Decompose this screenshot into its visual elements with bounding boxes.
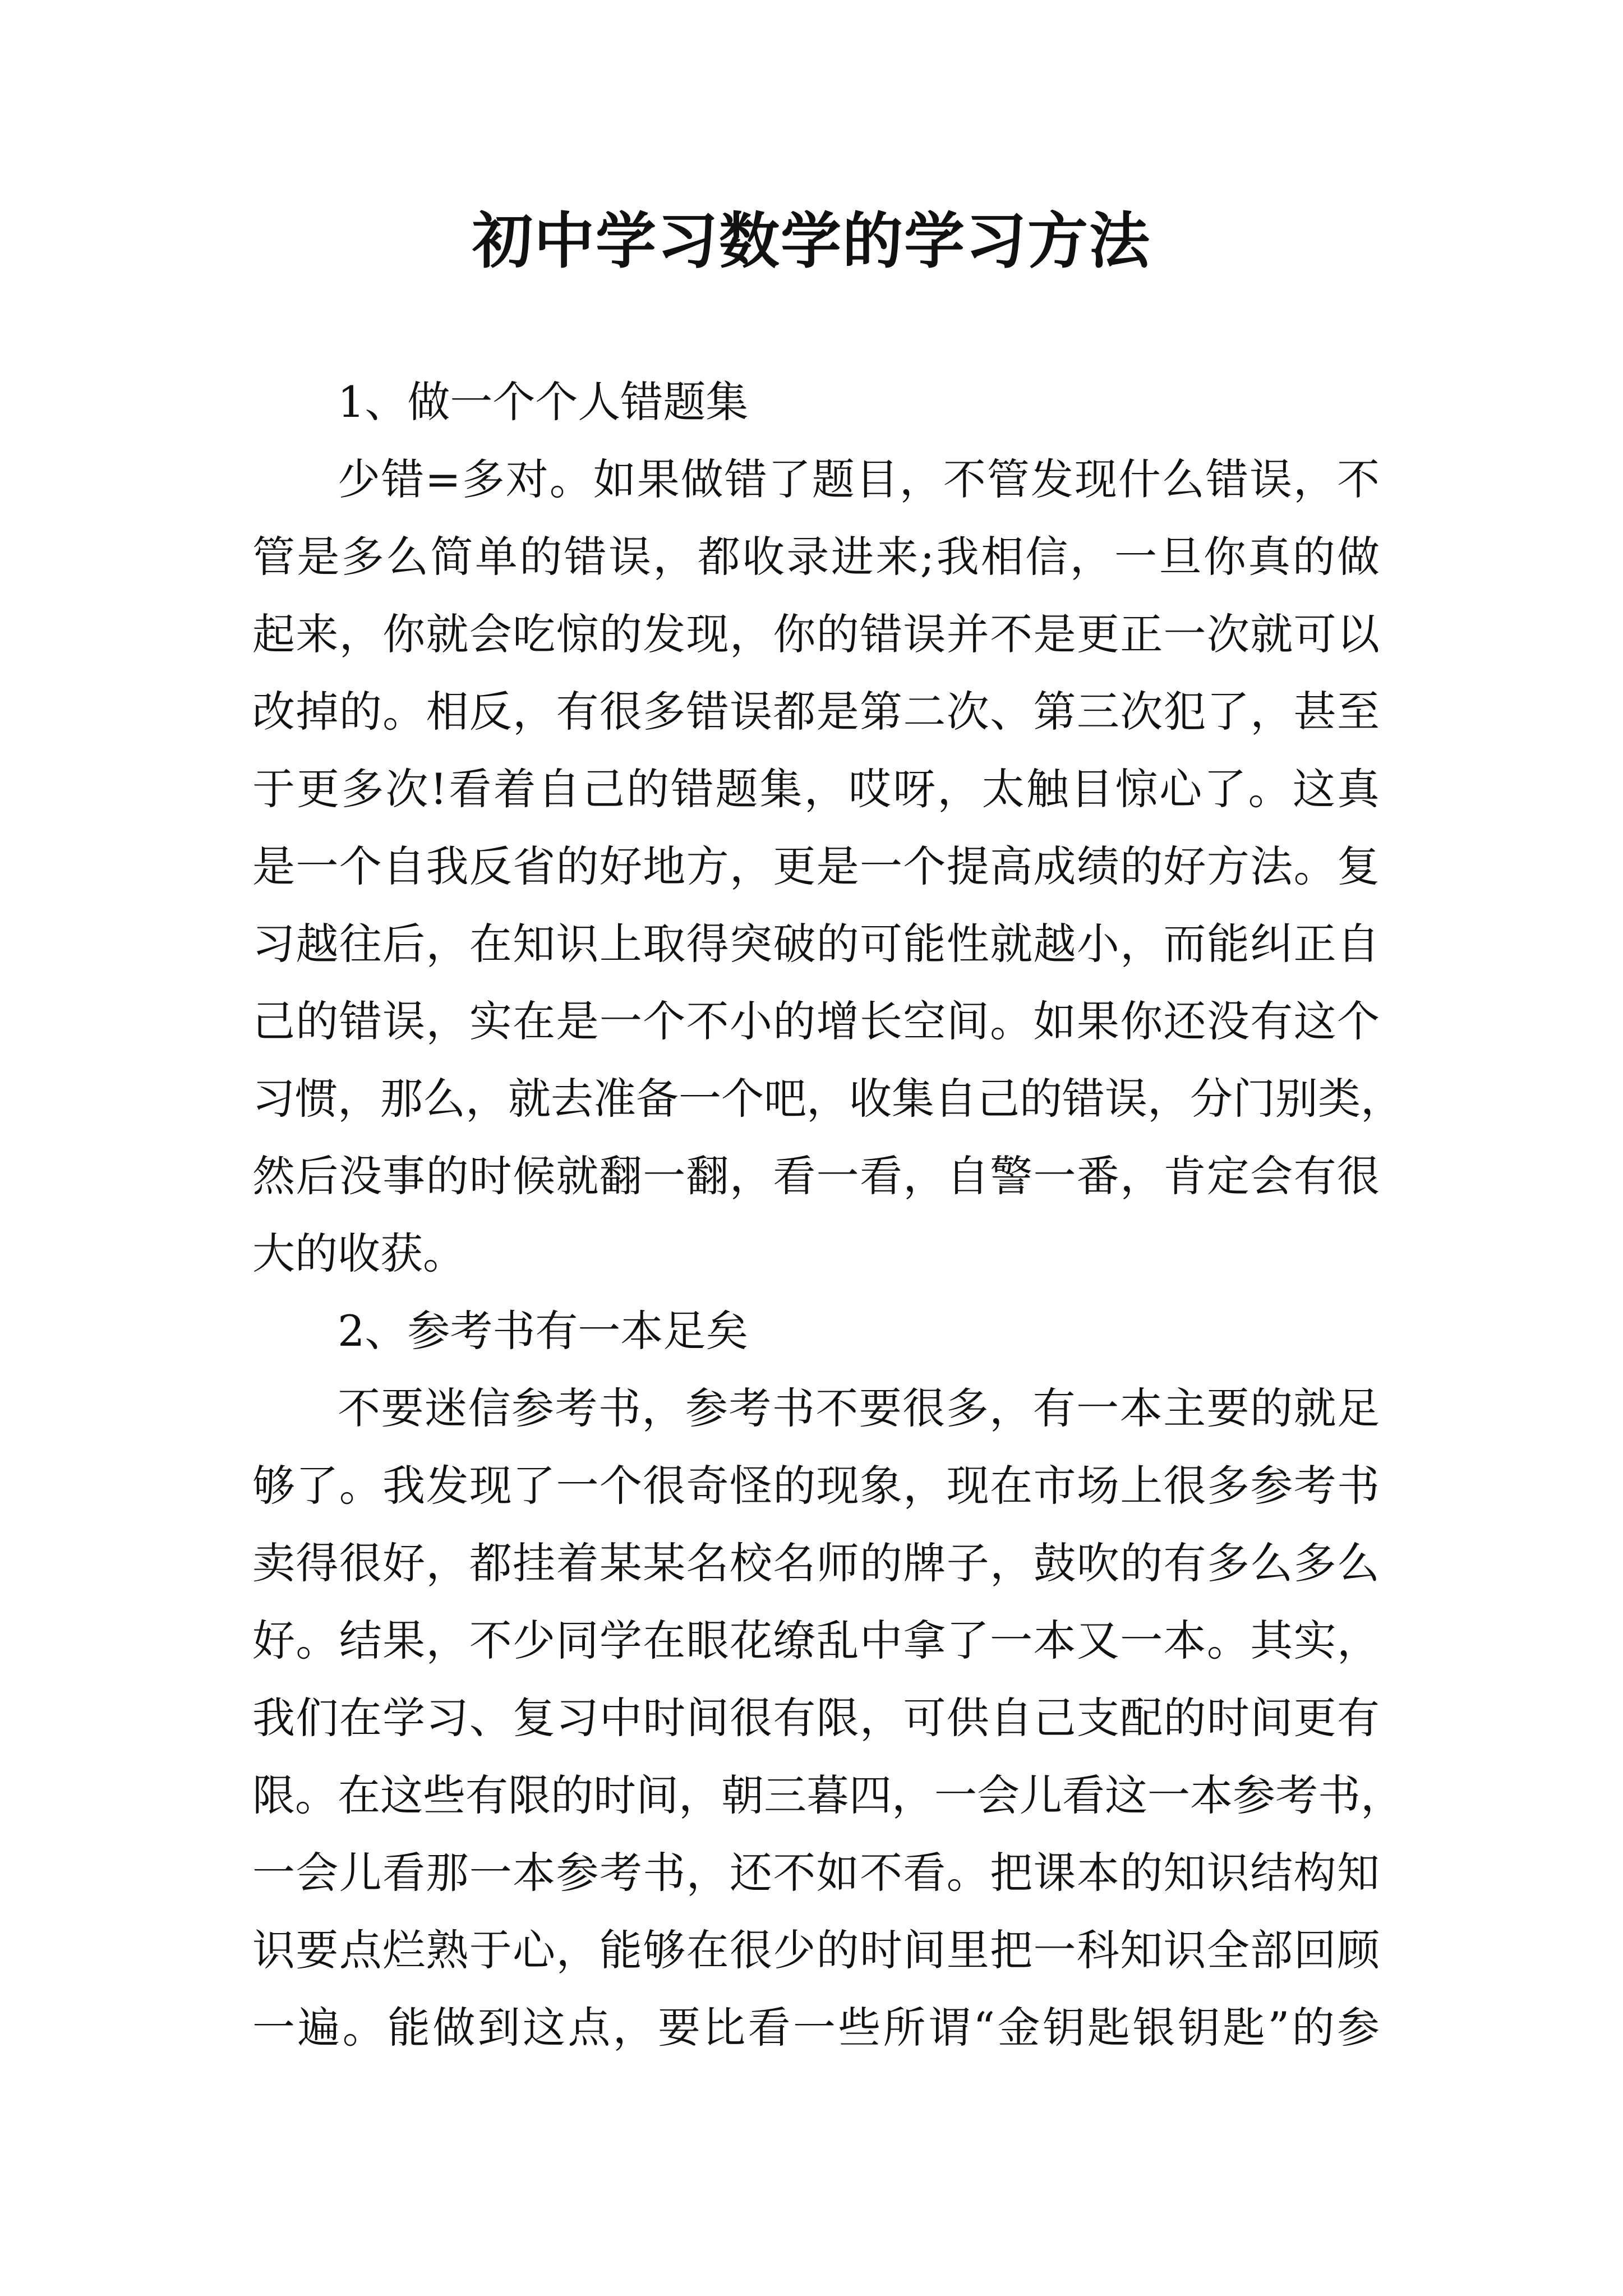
text-line: 是一个自我反省的好地方，更是一个提高成绩的好方法。复 [252,841,1380,891]
text-line: 不要迷信参考书，参考书不要很多，有一本主要的就足 [338,1383,1380,1433]
text-line: 习惯，那么，就去准备一个吧，收集自己的错误，分门别类， [252,1074,1403,1124]
text-line: 限。在这些有限的时间，朝三暮四，一会儿看这一本参考书， [252,1770,1403,1820]
text-line: 卖得很好，都挂着某某名校名师的牌子，鼓吹的有多么多么 [252,1538,1380,1588]
document-title: 初中学习数学的学习方法 [472,206,1151,277]
document-body [252,364,1403,2067]
text-line: 大的收获。 [252,1228,465,1278]
text-line: 够了。我发现了一个很奇怪的现象，现在市场上很多参考书 [252,1461,1380,1511]
text-line: 一遍。能做到这点，要比看一些所谓“金钥匙银钥匙”的参 [252,2003,1380,2053]
section-heading: 2、参考书有一本足矣 [338,1306,749,1356]
text-line: 好。结果，不少同学在眼花缭乱中拿了一本又一本。其实， [252,1616,1380,1665]
text-line: 于更多次!看着自己的错题集，哎呀，太触目惊心了。这真 [252,764,1380,814]
text-line: 起来，你就会吃惊的发现，你的错误并不是更正一次就可以 [252,609,1380,659]
section-heading: 1、做一个个人错题集 [338,377,749,427]
text-line: 管是多么简单的错误，都收录进来;我相信，一旦你真的做 [252,532,1380,582]
text-line: 然后没事的时候就翻一翻，看一看，自警一番，肯定会有很 [252,1151,1380,1201]
text-line: 改掉的。相反，有很多错误都是第二次、第三次犯了，甚至 [252,687,1380,737]
text-line: 少错=多对。如果做错了题目，不管发现什么错误，不 [338,454,1380,504]
text-line: 习越往后，在知识上取得突破的可能性就越小，而能纠正自 [252,919,1380,969]
text-line: 我们在学习、复习中时间很有限，可供自己支配的时间更有 [252,1693,1380,1743]
text-line: 识要点烂熟于心，能够在很少的时间里把一科知识全部回顾 [252,1925,1380,1975]
text-line: 己的错误，实在是一个不小的增长空间。如果你还没有这个 [252,996,1380,1046]
text-line: 一会儿看那一本参考书，还不如不看。把课本的知识结构知 [252,1848,1380,1898]
